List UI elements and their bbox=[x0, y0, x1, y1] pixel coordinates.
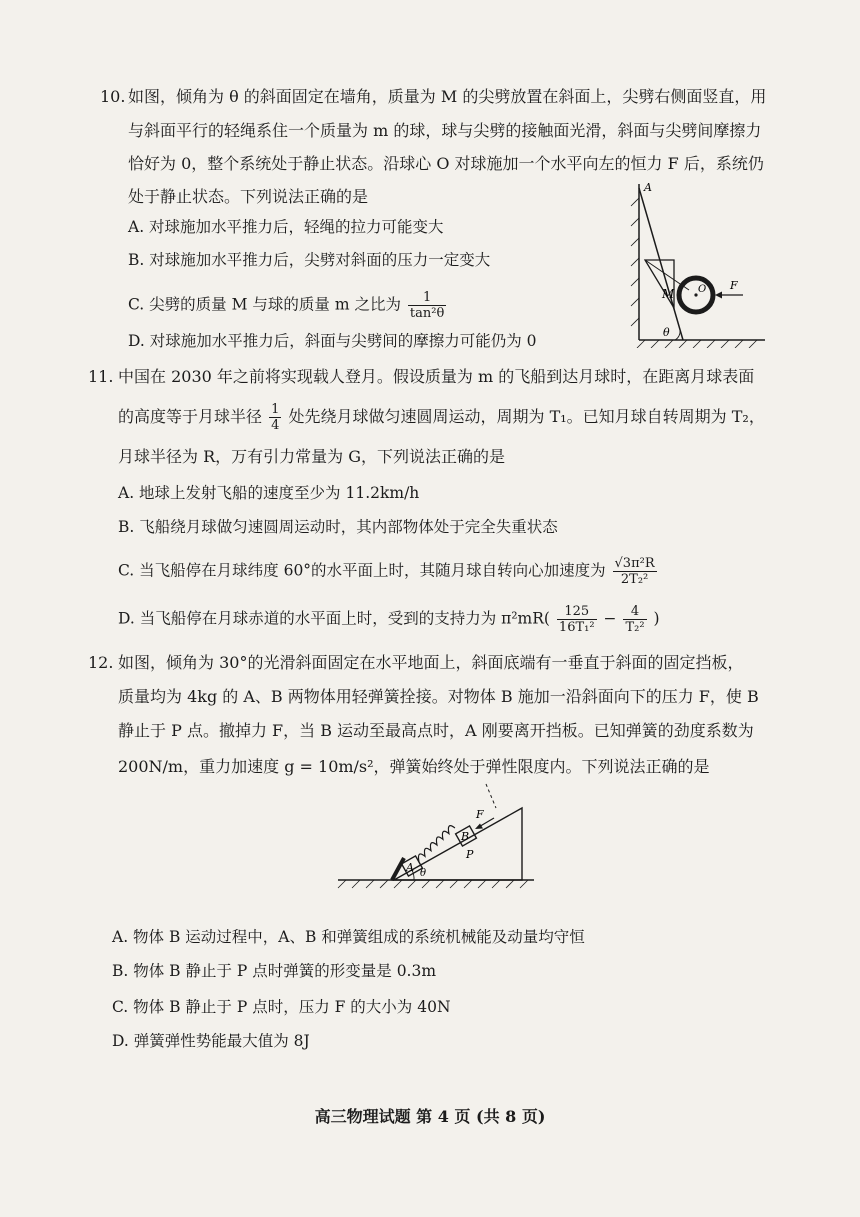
q11-option-d bbox=[118, 604, 660, 635]
q11-c-denominator: 2T₂² bbox=[620, 572, 649, 587]
q12-line-1: 如图，倾角为 30°的光滑斜面固定在水平地面上，斜面底端有一垂直于斜面的固定挡板， bbox=[118, 653, 744, 672]
q10-option-c-fraction bbox=[408, 290, 446, 321]
q11-quarter-num: 1 bbox=[271, 402, 280, 417]
q11-line-3: 月球半径为 R，万有引力常量为 G，下列说法正确的是 bbox=[118, 447, 506, 466]
q12-label-theta: θ bbox=[420, 868, 427, 879]
q10-option-d: D. 对球施加水平推力后，斜面与尖劈间的摩擦力可能仍为 0 bbox=[128, 332, 537, 350]
q12-option-d: D. 弹簧弹性势能最大值为 8J bbox=[112, 1032, 310, 1050]
q12-line-3: 静止于 P 点。撤掉力 F，当 B 运动至最高点时，A 刚要离开挡板。已知弹簧的劲度系数为 bbox=[118, 721, 754, 740]
q11-line-1: 中国在 2030 年之前将实现载人登月。假设质量为 m 的飞船到达月球时，在距离月球表面 bbox=[118, 367, 755, 386]
q12-number: 12. bbox=[88, 653, 114, 672]
q11-option-c bbox=[118, 556, 659, 587]
q11-quarter-den: 4 bbox=[271, 418, 280, 433]
q12-option-c: C. 物体 B 静止于 P 点时，压力 F 的大小为 40N bbox=[112, 998, 451, 1016]
q12-label-b: B bbox=[461, 830, 470, 843]
q11-d-den-1: 16T₁² bbox=[558, 620, 595, 635]
q11-d-minus: − bbox=[603, 609, 617, 628]
q10-c-numerator: 1 bbox=[408, 290, 446, 306]
q12-label-a: A bbox=[406, 861, 414, 874]
q11-d-num-1: 125 bbox=[557, 604, 597, 620]
q10-label-a: A bbox=[644, 181, 652, 194]
q11-option-b: B. 飞船绕月球做匀速圆周运动时，其内部物体处于完全失重状态 bbox=[118, 518, 558, 536]
q10-label-m: M bbox=[662, 287, 675, 301]
q10-label-f: F bbox=[730, 279, 738, 292]
q12-option-b: B. 物体 B 静止于 P 点时弹簧的形变量是 0.3m bbox=[112, 962, 437, 980]
q11-line-2-text-b: 处先绕月球做匀速圆周运动，周期为 T₁。已知月球自转周期为 T₂， bbox=[288, 407, 765, 426]
q11-number: 11. bbox=[88, 367, 114, 386]
q11-option-c-text: C. 当飞船停在月球纬度 60°的水平面上时，其随月球自转向心加速度为 bbox=[118, 561, 606, 580]
q10-figure bbox=[625, 178, 775, 348]
q10-line-2: 与斜面平行的轻绳系住一个质量为 m 的球，球与尖劈的接触面光滑，斜面与尖劈间摩擦力 bbox=[128, 121, 762, 140]
q12-option-a: A. 物体 B 运动过程中，A、B 和弹簧组成的系统机械能及动量均守恒 bbox=[112, 928, 585, 946]
q10-label-o: O bbox=[698, 284, 707, 295]
q10-line-1: 如图，倾角为 θ 的斜面固定在墙角，质量为 M 的尖劈放置在斜面上，尖劈右侧面竖直，用 bbox=[128, 87, 767, 106]
q11-d-close-paren: ) bbox=[653, 609, 660, 628]
q10-c-denominator: tan²θ bbox=[409, 306, 445, 321]
q11-d-fraction-1 bbox=[557, 604, 597, 635]
q12-line-2: 质量均为 4kg 的 A、B 两物体用轻弹簧拴接。对物体 B 施加一沿斜面向下的压力 F，使 B bbox=[118, 687, 759, 706]
q11-option-a: A. 地球上发射飞船的速度至少为 11.2km/h bbox=[118, 484, 420, 502]
q12-label-f: F bbox=[476, 808, 484, 821]
q10-line-3: 恰好为 0，整个系统处于静止状态。沿球心 O 对球施加一个水平向左的恒力 F 后，系统仍 bbox=[128, 154, 764, 173]
q10-label-theta: θ bbox=[663, 326, 670, 339]
q12-figure bbox=[336, 780, 536, 895]
q11-d-fraction-2 bbox=[623, 604, 646, 635]
q11-quarter-fraction bbox=[269, 402, 281, 433]
q11-d-num-2: 4 bbox=[623, 604, 646, 620]
q11-d-den-2: T₂² bbox=[625, 620, 645, 635]
q12-line-4: 200N/m，重力加速度 g = 10m/s²，弹簧始终处于弹性限度内。下列说法正确的是 bbox=[118, 757, 710, 776]
q10-option-c-text: C. 尖劈的质量 M 与球的质量 m 之比为 bbox=[128, 295, 401, 314]
q11-line-2 bbox=[118, 402, 765, 433]
q11-c-numerator: √3π²R bbox=[614, 556, 655, 571]
q11-option-d-text: D. 当飞船停在月球赤道的水平面上时，受到的支持力为 π²mR( bbox=[118, 609, 550, 628]
q10-number: 10. bbox=[100, 87, 126, 106]
q10-line-4: 处于静止状态。下列说法正确的是 bbox=[128, 187, 369, 206]
q10-option-a: A. 对球施加水平推力后，轻绳的拉力可能变大 bbox=[128, 218, 444, 236]
q10-option-b: B. 对球施加水平推力后，尖劈对斜面的压力一定变大 bbox=[128, 251, 491, 269]
q11-line-2-text-a: 的高度等于月球半径 bbox=[118, 407, 263, 426]
q10-option-c bbox=[128, 290, 448, 321]
q12-label-p: P bbox=[466, 848, 474, 861]
q11-option-c-fraction bbox=[613, 556, 657, 587]
page-footer: 高三物理试题 第 4 页 (共 8 页) bbox=[314, 1107, 546, 1126]
